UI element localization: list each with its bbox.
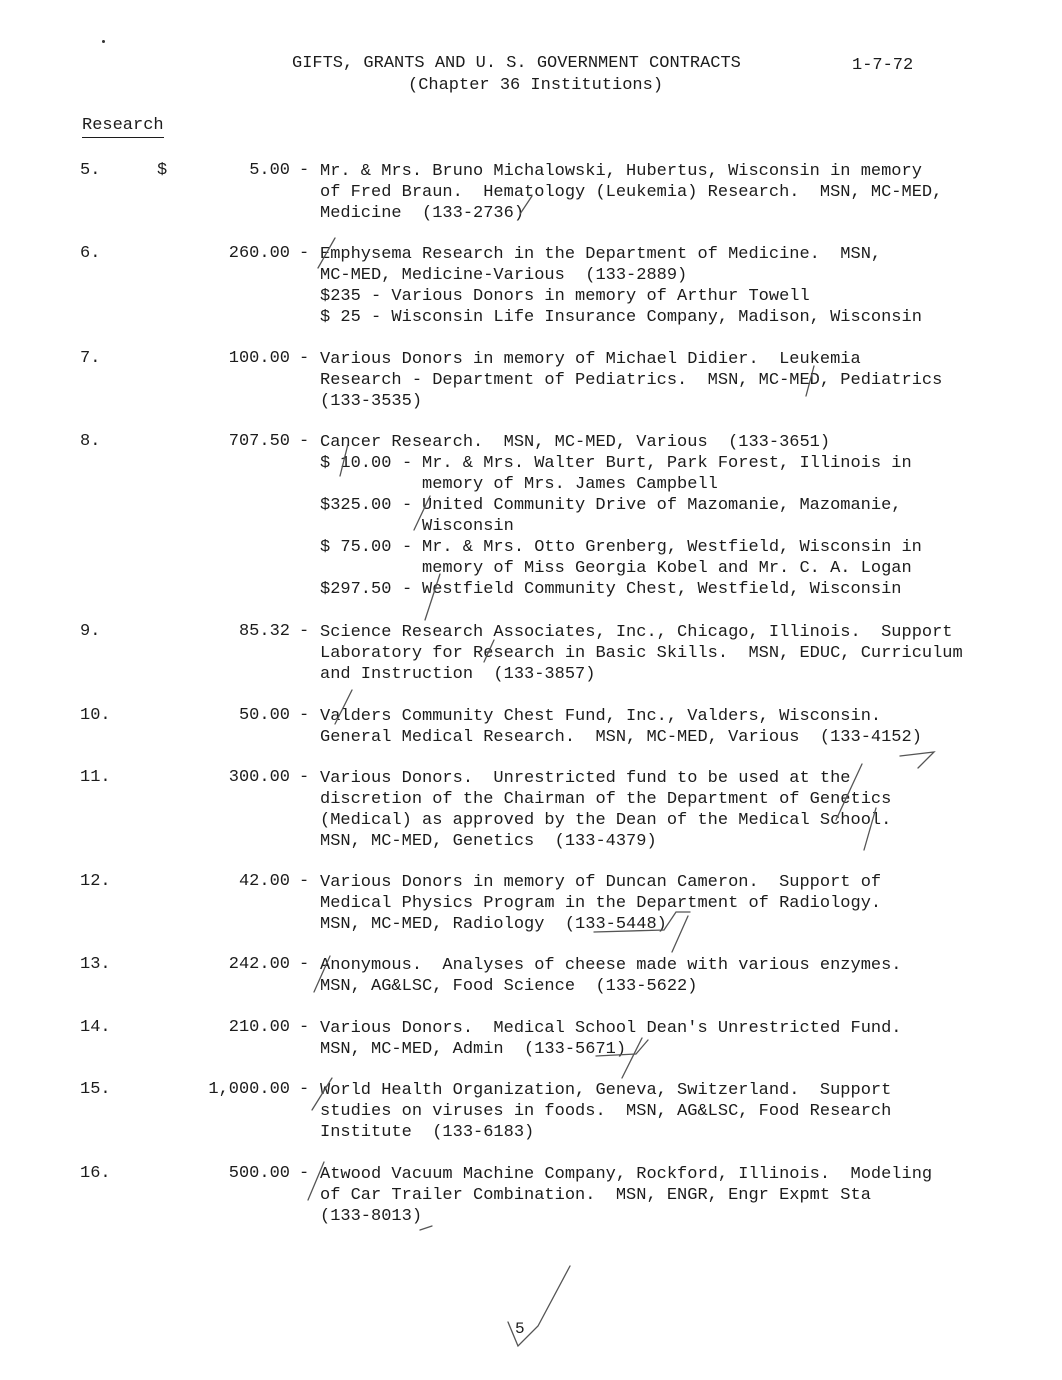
description-line: and Instruction (133-3857) [320, 665, 596, 684]
dash-separator: - [299, 872, 310, 891]
dash-separator: - [299, 1018, 310, 1037]
page-number: 5 [515, 1320, 525, 1338]
entry-description [320, 1164, 932, 1227]
sub-amount: $325.00 [320, 496, 392, 515]
dash-separator: - [299, 706, 310, 725]
entry-amount: 1,000.00 [208, 1080, 290, 1099]
entry-number: 12. [80, 872, 111, 891]
description-line: Medicine (133-2736) [320, 204, 525, 223]
sub-description [422, 495, 901, 537]
entry-description [320, 349, 942, 412]
entry-amount: 260.00 [228, 244, 290, 263]
entry-number: 14. [80, 1018, 111, 1037]
entry-number: 7. [80, 349, 101, 368]
entry-number: 6. [80, 244, 101, 263]
description-line: World Health Organization, Geneva, Switzerland. Support [320, 1081, 892, 1100]
description-line: of Fred Braun. Hematology (Leukemia) Research. MSN, MC-MED, [320, 183, 943, 202]
entry-number: 15. [80, 1080, 111, 1099]
sub-amount: $ 10.00 [320, 454, 392, 473]
entry-amount: 242.00 [228, 955, 290, 974]
entry-number: 16. [80, 1164, 111, 1183]
description-line: United Community Drive of Mazomanie, Mazomanie, [422, 496, 902, 515]
description-line: discretion of the Chairman of the Department of Genetics [320, 790, 892, 809]
section-heading: Research [82, 116, 164, 138]
description-line: memory of Mrs. James Campbell [422, 475, 718, 494]
dash-separator: - [299, 432, 310, 451]
sub-donation [320, 453, 912, 494]
description-line: Wisconsin [422, 517, 514, 536]
dash-separator: - [299, 161, 310, 180]
entry-description [320, 1080, 891, 1143]
description-line: Institute (133-6183) [320, 1123, 535, 1142]
dash-separator: - [299, 768, 310, 787]
description-line: Research - Department of Pediatrics. MSN, MC-MED, Pediatrics [320, 371, 943, 390]
document-subtitle: (Chapter 36 Institutions) [408, 76, 664, 95]
dash-separator: - [402, 538, 413, 557]
description-line: MC-MED, Medicine-Various (133-2889) [320, 266, 688, 285]
sub-amount: $297.50 [320, 580, 392, 599]
entry-description [320, 244, 922, 328]
description-line: Laboratory for Research in Basic Skills. MSN, EDUC, Curriculum [320, 644, 963, 663]
description-line: Anonymous. Analyses of cheese made with various enzymes. [320, 956, 902, 975]
sub-description [422, 579, 901, 600]
description-line: memory of Miss Georgia Kobel and Mr. C. A. Logan [422, 559, 912, 578]
stray-mark [102, 40, 105, 43]
dash-separator: - [299, 622, 310, 641]
dash-separator: - [299, 955, 310, 974]
description-line: Various Donors in memory of Duncan Cameron. Support of [320, 873, 882, 892]
sub-amount: $ 75.00 [320, 538, 392, 557]
entry-amount: 50.00 [238, 706, 290, 725]
dash-separator: - [402, 454, 413, 473]
dash-separator: - [402, 580, 413, 599]
description-line: $ 25 - Wisconsin Life Insurance Company, Madison, Wisconsin [320, 308, 922, 327]
sub-description [422, 453, 912, 495]
sub-donation [320, 495, 902, 536]
entry-number: 10. [80, 706, 111, 725]
description-line: MSN, MC-MED, Admin (133-5671) [320, 1040, 627, 1059]
dash-separator: - [299, 244, 310, 263]
description-line: MSN, MC-MED, Genetics (133-4379) [320, 832, 657, 851]
entry-description [320, 622, 963, 685]
entry-description [320, 768, 891, 852]
dash-separator: - [299, 1080, 310, 1099]
description-line: Valders Community Chest Fund, Inc., Valders, Wisconsin. [320, 707, 882, 726]
entry-amount: 300.00 [228, 768, 290, 787]
description-line: Mr. & Mrs. Otto Grenberg, Westfield, Wisconsin in [422, 538, 922, 557]
currency-symbol: $ [157, 161, 168, 180]
entry-description [320, 706, 922, 748]
description-line: Various Donors. Unrestricted fund to be used at the [320, 769, 851, 788]
entry-amount: 500.00 [228, 1164, 290, 1183]
entry-amount: 707.50 [228, 432, 290, 451]
description-line: of Car Trailer Combination. MSN, ENGR, Engr Expmt Sta [320, 1186, 871, 1205]
entry-number: 9. [80, 622, 101, 641]
entry-amount: 85.32 [238, 622, 290, 641]
entry-number: 13. [80, 955, 111, 974]
description-line: Westfield Community Chest, Westfield, Wisconsin [422, 580, 902, 599]
entry-description [320, 432, 830, 453]
entry-description [320, 1018, 902, 1060]
description-line: Various Donors. Medical School Dean's Unrestricted Fund. [320, 1019, 902, 1038]
description-line: (Medical) as approved by the Dean of the Medical School. [320, 811, 892, 830]
entry-amount: 42.00 [238, 872, 290, 891]
dash-separator: - [299, 1164, 310, 1183]
description-line: Various Donors in memory of Michael Didier. Leukemia [320, 350, 861, 369]
sub-donation [320, 537, 922, 578]
sub-donation [320, 579, 902, 600]
description-line: Mr. & Mrs. Walter Burt, Park Forest, Illinois in [422, 454, 912, 473]
description-line: Atwood Vacuum Machine Company, Rockford, Illinois. Modeling [320, 1165, 933, 1184]
description-line: Emphysema Research in the Department of Medicine. MSN, [320, 245, 882, 264]
description-line: studies on viruses in foods. MSN, AG&LSC, Food Research [320, 1102, 892, 1121]
description-line: Science Research Associates, Inc., Chicago, Illinois. Support [320, 623, 953, 642]
entry-amount: 5.00 [249, 161, 290, 180]
check-mark [900, 752, 934, 768]
dash-separator: - [299, 349, 310, 368]
entry-number: 8. [80, 432, 101, 451]
entry-amount: 100.00 [228, 349, 290, 368]
entry-description [320, 872, 881, 935]
entry-description [320, 161, 942, 224]
description-line: General Medical Research. MSN, MC-MED, Various (133-4152) [320, 728, 922, 747]
description-line: Cancer Research. MSN, MC-MED, Various (133-3651) [320, 433, 831, 452]
description-line: (133-8013) [320, 1207, 423, 1226]
entry-description [320, 955, 902, 997]
description-line: (133-3535) [320, 392, 423, 411]
description-line: Medical Physics Program in the Department of Radiology. [320, 894, 882, 913]
sub-description [422, 537, 922, 579]
description-line: $235 - Various Donors in memory of Arthur Towell [320, 287, 810, 306]
dash-separator: - [402, 496, 413, 515]
document-date: 1-7-72 [852, 56, 914, 75]
entry-amount: 210.00 [228, 1018, 290, 1037]
description-line: Mr. & Mrs. Bruno Michalowski, Hubertus, Wisconsin in memory [320, 162, 922, 181]
description-line: MSN, MC-MED, Radiology (133-5448) [320, 915, 667, 934]
description-line: MSN, AG&LSC, Food Science (133-5622) [320, 977, 698, 996]
entry-number: 5. [80, 161, 101, 180]
entry-number: 11. [80, 768, 111, 787]
document-title: GIFTS, GRANTS AND U. S. GOVERNMENT CONTRACTS [292, 54, 741, 73]
